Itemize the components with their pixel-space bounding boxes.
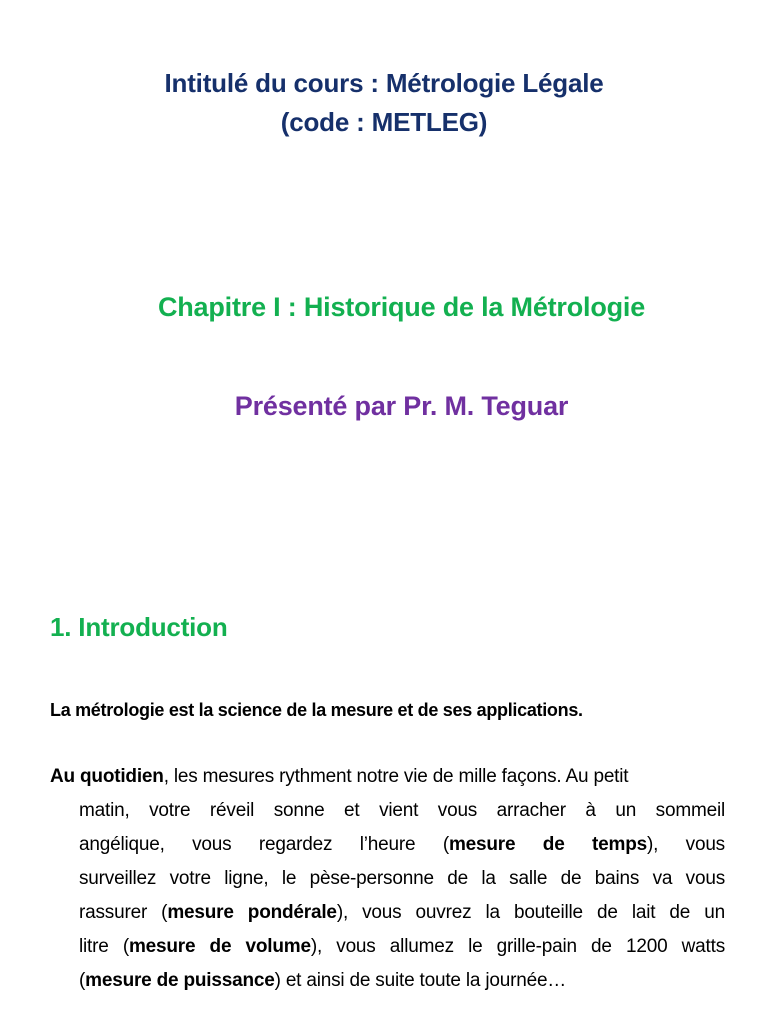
paragraph-line-3 bbox=[50, 828, 725, 862]
bold-phrase: Au quotidien bbox=[50, 766, 164, 787]
paragraph-line-6 bbox=[50, 930, 725, 964]
paragraph-line-2 bbox=[50, 794, 725, 828]
section-heading: 1. Introduction bbox=[50, 612, 228, 642]
definition-text: La métrologie est la science de la mesure et de ses applications. bbox=[50, 700, 583, 720]
presenter-line: Présenté par Pr. M. Teguar bbox=[234, 391, 569, 421]
paragraph-line-6-inner bbox=[79, 930, 725, 964]
chapter-title: Chapitre I : Historique de la Métrologie bbox=[157, 292, 646, 322]
intro-paragraph bbox=[50, 760, 725, 998]
paragraph-text: angélique, vous regardez l’heure ( bbox=[79, 834, 449, 855]
paragraph-text: matin, votre réveil sonne et vient vous arracher à un sommeil bbox=[79, 800, 725, 821]
paragraph-text: ), vous ouvrez la bouteille de lait de un bbox=[336, 902, 725, 923]
paragraph-text: ), vous allumez le grille-pain de 1200 watts bbox=[310, 936, 725, 957]
paragraph-text: ( bbox=[79, 970, 86, 991]
paragraph-line-7 bbox=[50, 964, 725, 998]
paragraph-line-1 bbox=[50, 760, 725, 794]
course-title-line2: (code : METLEG) bbox=[280, 107, 488, 137]
paragraph-line-5 bbox=[50, 896, 725, 930]
course-title-line1: Intitulé du cours : Métrologie Légale bbox=[164, 68, 604, 98]
paragraph-text: ), vous bbox=[647, 834, 725, 855]
paragraph-text: litre ( bbox=[79, 936, 129, 957]
paragraph-text: , les mesures rythment notre vie de mille façons. Au petit bbox=[163, 766, 629, 787]
bold-phrase: mesure de volume bbox=[128, 936, 311, 957]
paragraph-line-5-inner bbox=[79, 896, 725, 930]
paragraph-line-3-inner bbox=[79, 828, 725, 862]
bold-phrase: mesure de temps bbox=[448, 834, 647, 855]
paragraph-text: surveillez votre ligne, le pèse-personne de la salle de bains va vous bbox=[79, 868, 725, 889]
paragraph-line-4 bbox=[50, 862, 725, 896]
bold-phrase: mesure de puissance bbox=[85, 970, 275, 991]
paragraph-text: rassurer ( bbox=[79, 902, 168, 923]
bold-phrase: mesure pondérale bbox=[167, 902, 337, 923]
paragraph-text: ) et ainsi de suite toute la journée… bbox=[274, 970, 567, 991]
